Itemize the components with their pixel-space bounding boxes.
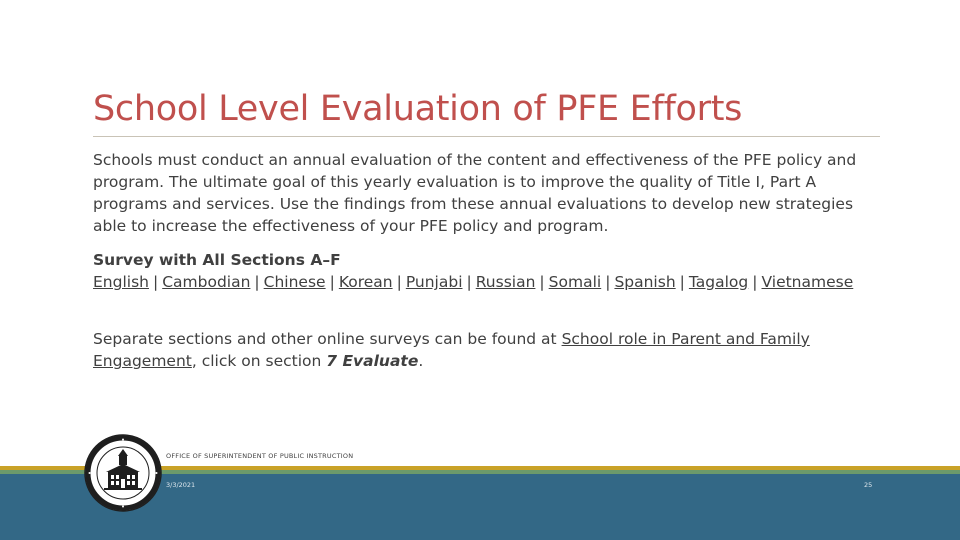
page-number: 25: [864, 481, 873, 489]
title-divider: [93, 136, 880, 137]
link-separator: |: [605, 273, 611, 291]
link-separator: |: [329, 273, 335, 291]
school-role-link[interactable]: School role in Parent and Family Engagement: [93, 330, 810, 370]
survey-link-vietnamese[interactable]: Vietnamese: [761, 273, 854, 291]
link-separator: |: [152, 273, 159, 291]
footer-date: 3/3/2021: [166, 481, 196, 489]
link-separator: |: [752, 273, 758, 291]
survey-link-tagalog[interactable]: Tagalog: [688, 273, 749, 291]
survey-heading: Survey with All Sections A–F: [93, 251, 341, 269]
survey-link-korean[interactable]: Korean: [338, 273, 393, 291]
link-separator: |: [396, 273, 402, 291]
link-separator: |: [254, 273, 260, 291]
link-separator: |: [466, 273, 472, 291]
survey-link-chinese[interactable]: Chinese: [263, 273, 326, 291]
link-separator: |: [679, 273, 685, 291]
survey-language-links: [93, 273, 853, 291]
separate-text-middle: , click on section: [191, 352, 327, 370]
separate-text-before: Separate sections and other online surveys can be found at: [93, 330, 562, 348]
survey-link-english[interactable]: English: [93, 273, 149, 291]
survey-block: [93, 249, 883, 293]
link-separator: |: [539, 273, 545, 291]
intro-paragraph: Schools must conduct an annual evaluation of the content and effectiveness of the PFE policy and program. The ultimate goal of this yearly evaluation is to improve the quality of Title I, Part A programs and services. Use the findings from these annual evaluations to develop new strategies able to increase the effectiveness of your PFE policy and program.: [93, 151, 857, 235]
separate-text-end: .: [418, 352, 424, 370]
section-name: 7 Evaluate: [326, 352, 419, 370]
ospi-seal-logo: [84, 434, 162, 512]
footer-office-name: OFFICE OF SUPERINTENDENT OF PUBLIC INSTRUCTION: [166, 452, 354, 460]
survey-link-somali[interactable]: Somali: [548, 273, 602, 291]
survey-link-russian[interactable]: Russian: [475, 273, 536, 291]
separate-surveys-paragraph: [93, 328, 883, 372]
slide-title: School Level Evaluation of PFE Efforts: [93, 89, 743, 129]
survey-link-punjabi[interactable]: Punjabi: [405, 273, 463, 291]
survey-link-cambodian[interactable]: Cambodian: [162, 273, 251, 291]
survey-link-spanish[interactable]: Spanish: [614, 273, 676, 291]
